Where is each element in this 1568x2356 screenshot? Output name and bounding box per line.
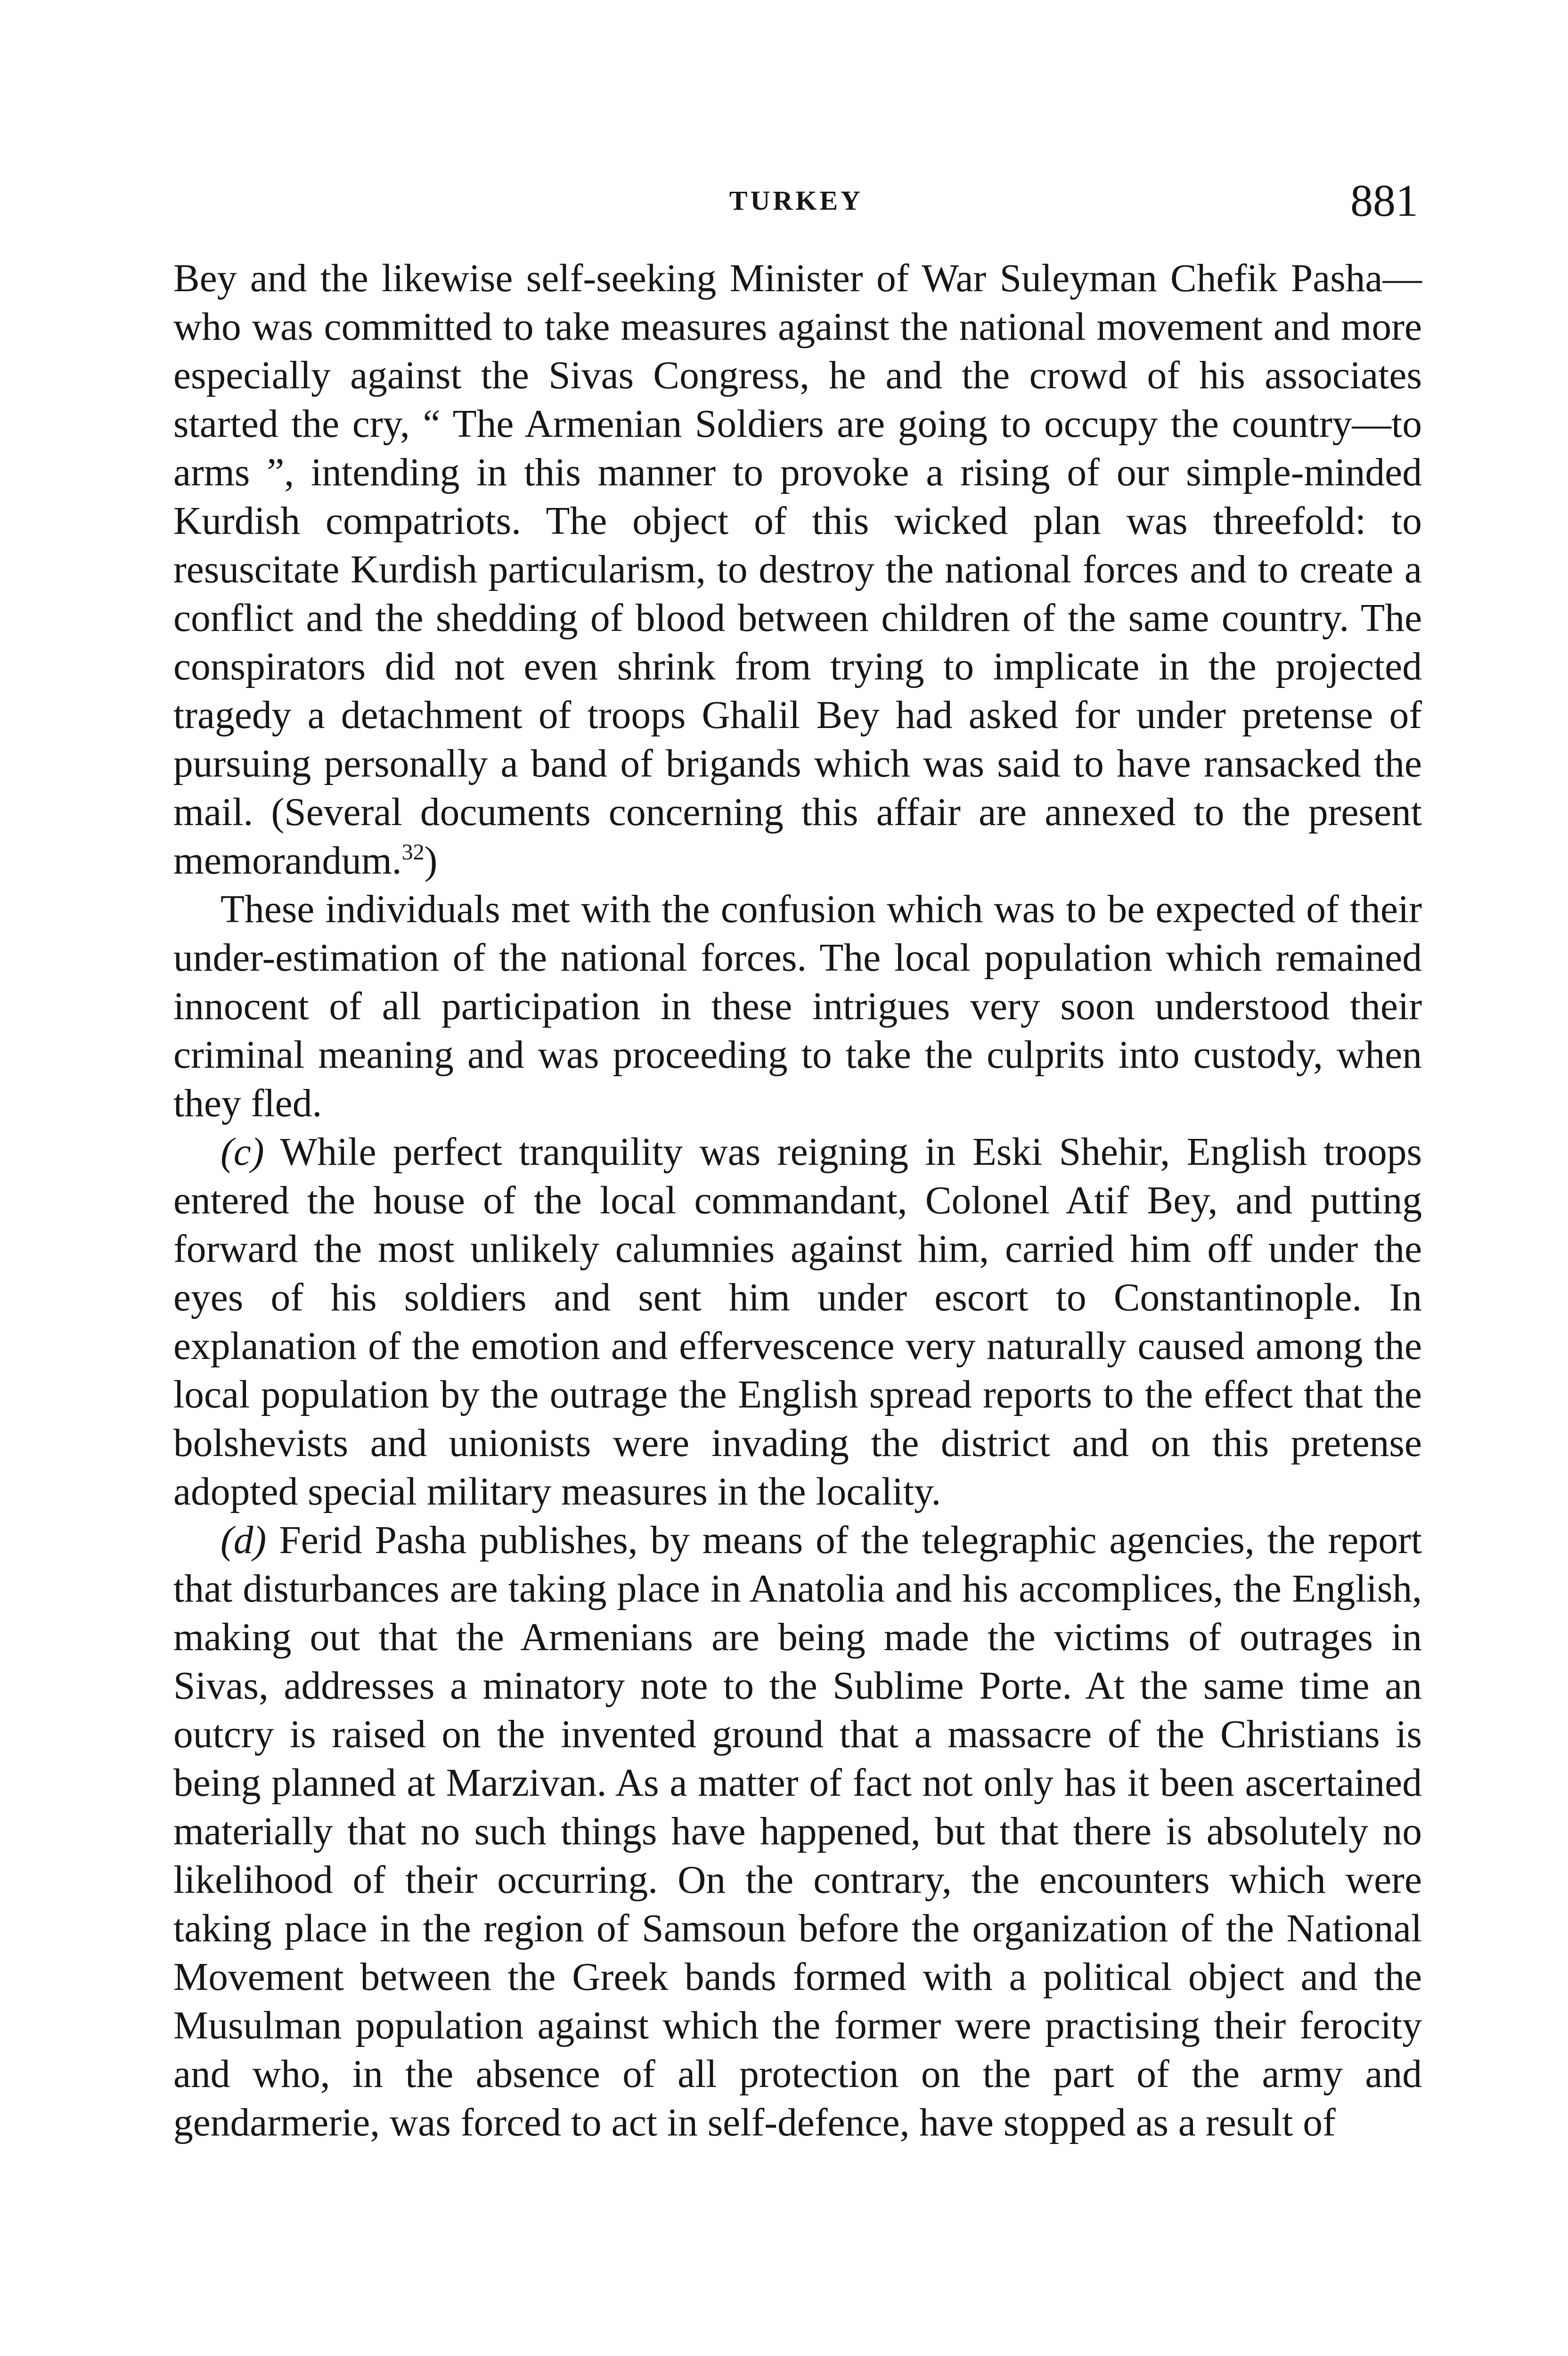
- paragraph-c: [173, 1128, 1422, 1516]
- paragraph-text: These individuals met with the confusion which was to be expected of their under-estimation of the national forces. The local population which remained innocent of all participation in these intrigues very soon understood their criminal meaning and was proceeding to take the culprits into custody, when they fled.: [173, 888, 1422, 1125]
- running-title: TURKEY: [729, 185, 864, 216]
- paragraph-text: While perfect tranquility was reigning in Eski Shehir, English troops entered the house of the local commandant, Colonel Atif Bey, and putting forward the most unlikely calumnies against him, carried him off under the eyes of his soldiers and sent him under escort to Constantinople. In explanation of the emotion and effervescence very naturally caused among the local population by the outrage the English spread reports to the effect that the bolshevists and unionists were invading the district and on this pretense adopted special military measures in the locality.: [173, 1130, 1422, 1513]
- running-head: [174, 174, 1418, 231]
- paragraph-tail: ): [424, 839, 438, 883]
- page-number: 881: [1350, 175, 1418, 226]
- body-text: [173, 254, 1422, 2147]
- paragraph-d: [173, 1516, 1422, 2147]
- paragraph-1: [173, 254, 1422, 885]
- footnote-reference: 32: [401, 840, 425, 865]
- paragraph-text: Ferid Pasha publishes, by means of the telegraphic agencies, the report that disturbances are taking place in Anatolia and his accomplices, the English, making out that the Armenians are being made the victims of outrages in Sivas, addresses a minatory note to the Sublime Porte. At the same time an outcry is raised on the invented ground that a massacre of the Christians is being planned at Marzivan. As a matter of fact not only has it been ascertained materially that no such things have happened, but that there is absolutely no likelihood of their occurring. On the contrary, the encounters which were taking place in the region of Samsoun before the organization of the National Movement between the Greek bands formed with a political object and the Musulman population against which the former were practising their ferocity and who, in the absence of all protection on the part of the army and gendarmerie, was forced to act in self-defence, have stopped as a result of: [173, 1519, 1422, 2144]
- paragraph-2: [173, 885, 1422, 1128]
- paragraph-marker: (d): [220, 1519, 267, 1562]
- paragraph-marker: (c): [220, 1130, 264, 1174]
- paragraph-text: Bey and the likewise self-seeking Minister of War Suleyman Chefik Pasha—who was committed to take measures against the national movement and more especially against the Sivas Congress, he and the crowd of his associates started the cry, “ The Armenian Soldiers are going to occupy the country—to arms ”, intending in this manner to provoke a rising of our simple-minded Kurdish compatriots. The object of this wicked plan was threefold: to resuscitate Kurdish particularism, to destroy the national forces and to create a conflict and the shedding of blood between children of the same country. The conspirators did not even shrink from trying to implicate in the projected tragedy a detachment of troops Ghalil Bey had asked for under pretense of pursuing personally a band of brigands which was said to have ransacked the mail. (Several documents concerning this affair are annexed to the present memorandum.: [173, 257, 1422, 883]
